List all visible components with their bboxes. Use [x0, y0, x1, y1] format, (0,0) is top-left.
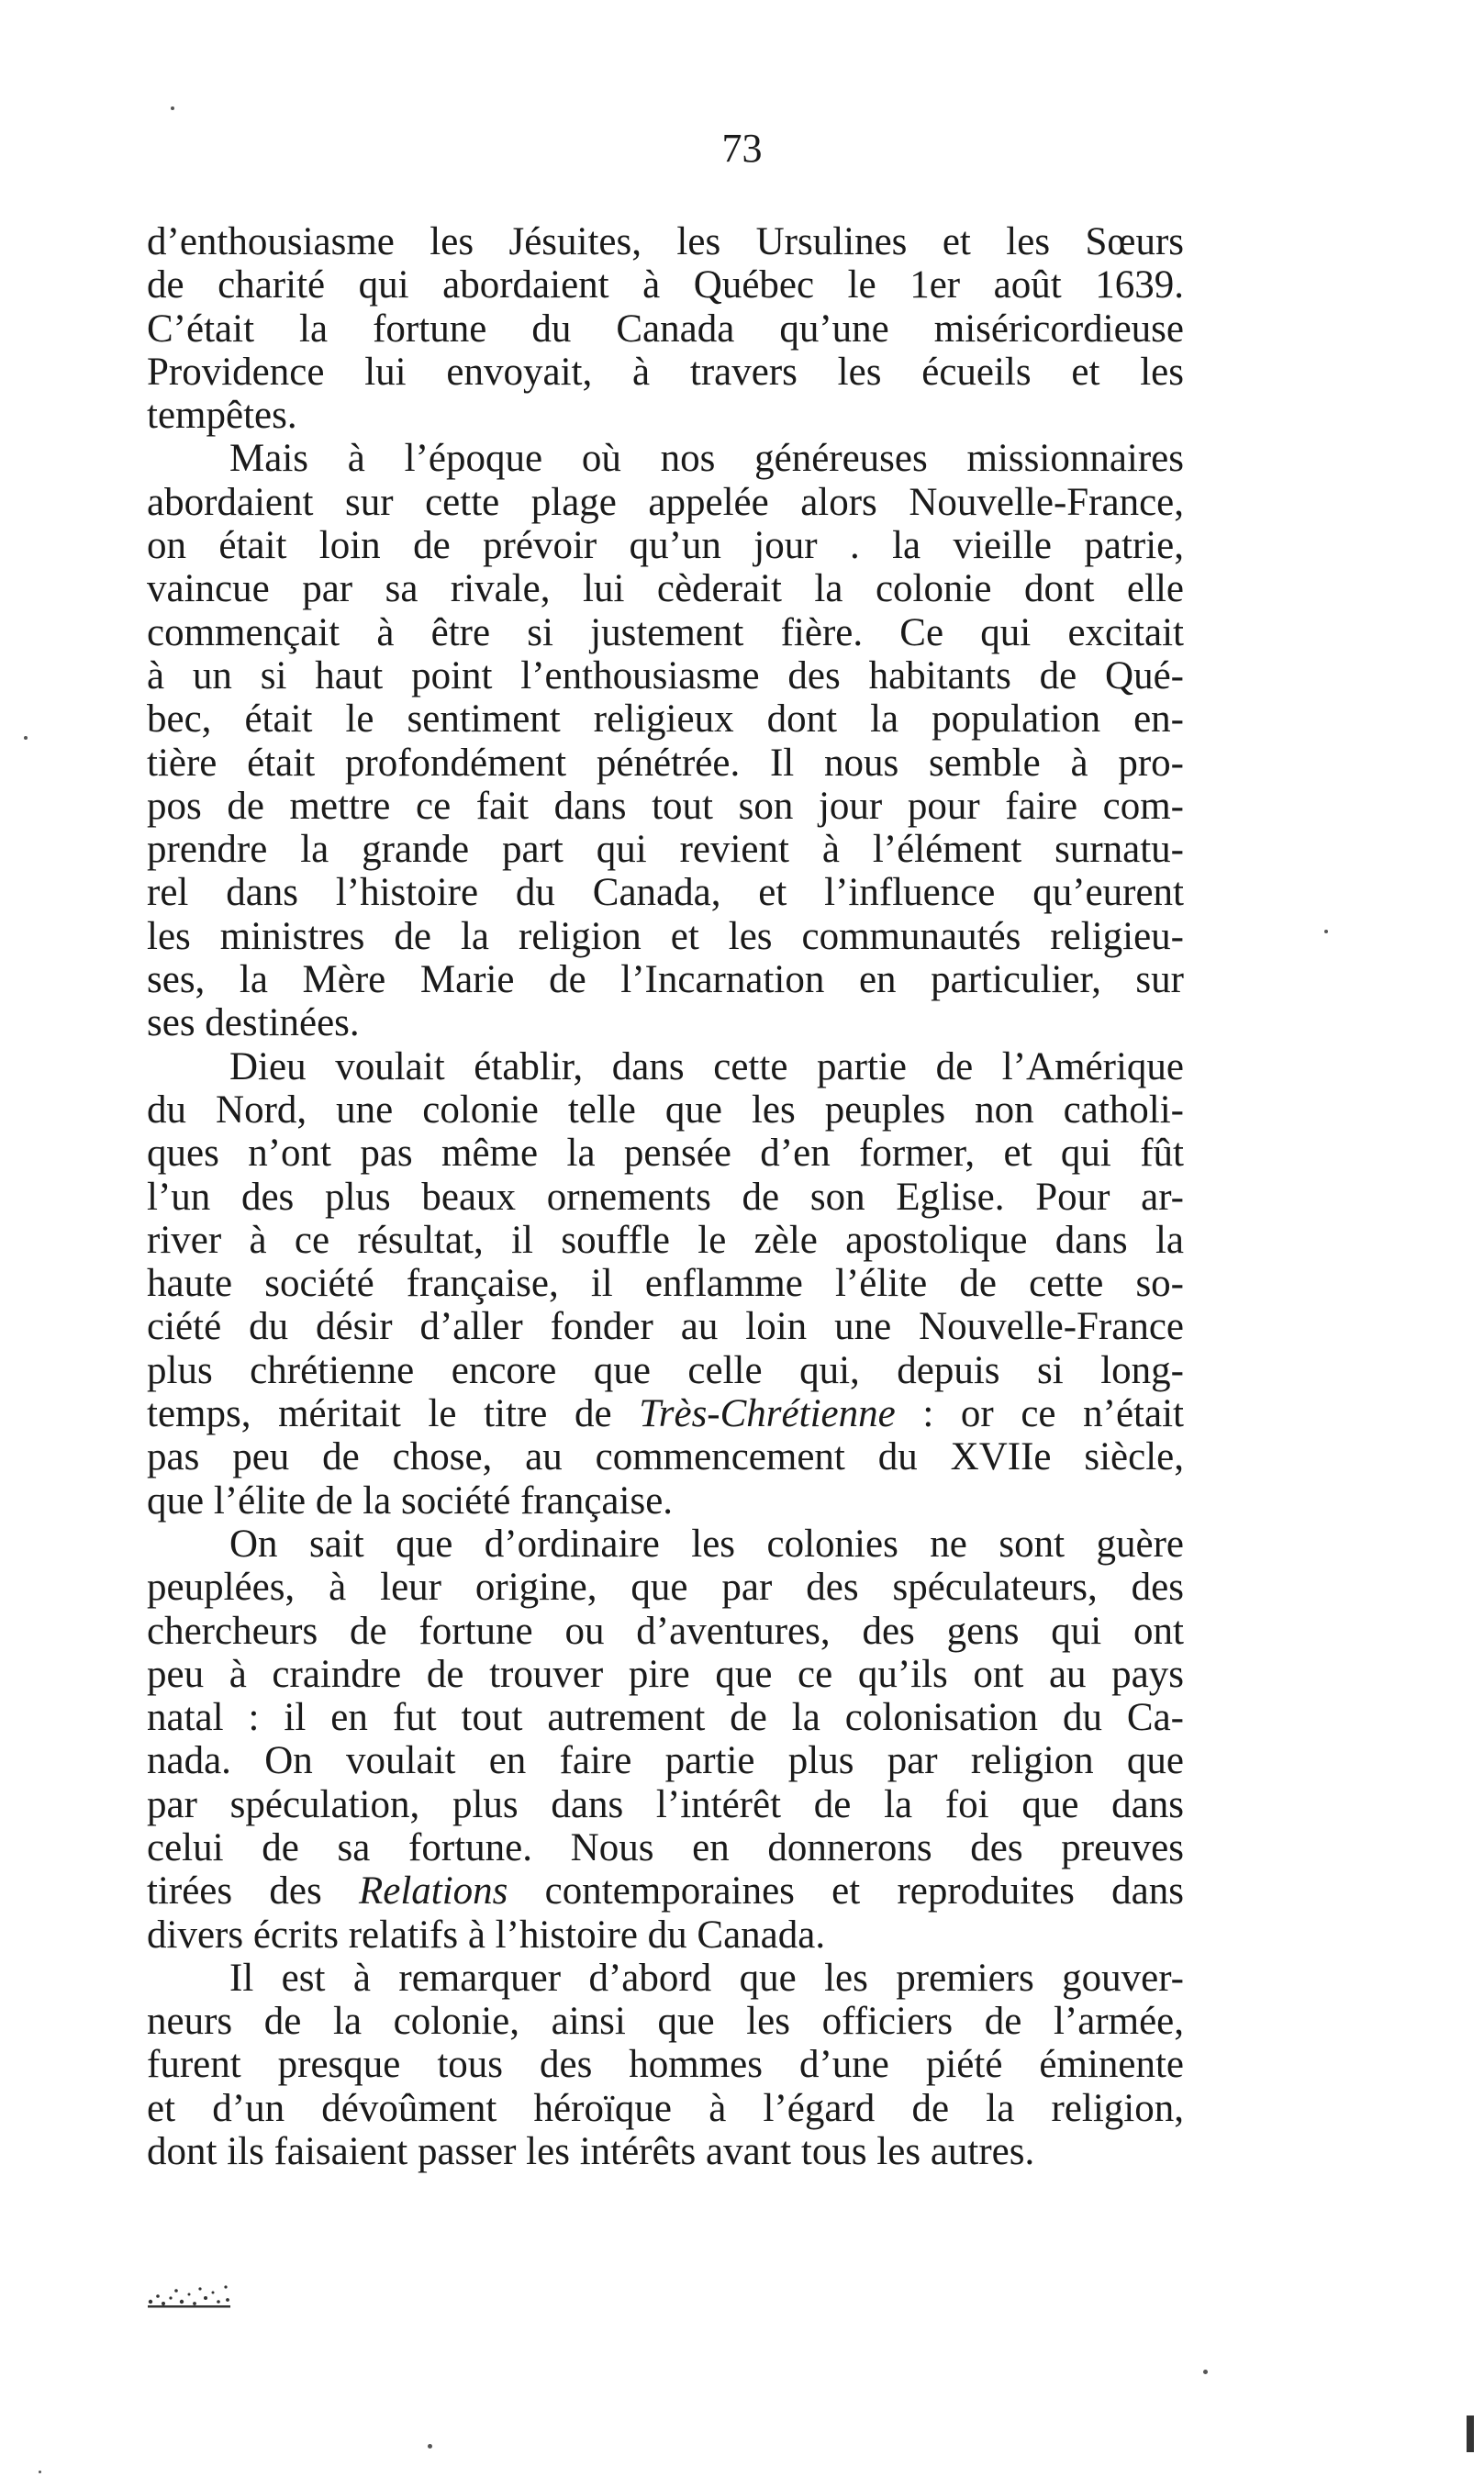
text-line: haute société française, il enflamme l’élite de cette so-	[147, 1262, 1184, 1306]
text-line: ques n’ont pas même la pensée d’en former, et qui fût	[147, 1132, 1184, 1176]
text-line: neurs de la colonie, ainsi que les officiers de l’armée,	[147, 2000, 1184, 2044]
text-line: l’un des plus beaux ornements de son Eglise. Pour ar-	[147, 1175, 1184, 1219]
body-text	[147, 220, 1184, 2173]
text-line: tirées des Relations contemporaines et reproduites dans	[147, 1869, 1184, 1913]
text-line: pas peu de chose, au commencement du XVIIe siècle,	[147, 1435, 1184, 1479]
text-line: Il est à remarquer d’abord que les premiers gouver-	[229, 1956, 1184, 2000]
text-line: chercheurs de fortune ou d’aventures, des gens qui ont	[147, 1609, 1184, 1653]
text-line: de charité qui abordaient à Québec le 1er août 1639.	[147, 263, 1184, 307]
paper-speck	[428, 2444, 432, 2449]
text-line: d’enthousiasme les Jésuites, les Ursulines et les Sœurs	[147, 220, 1184, 263]
text-line: les ministres de la religion et les communautés religieu-	[147, 914, 1184, 958]
paper-speck	[1203, 2370, 1208, 2374]
paper-speck	[171, 106, 174, 110]
text-line: peuplées, à leur origine, que par des spéculateurs, des	[147, 1566, 1184, 1610]
paper-speck	[1324, 930, 1328, 933]
text-line: ciété du désir d’aller fonder au loin une Nouvelle-France	[147, 1305, 1184, 1349]
text-line: par spéculation, plus dans l’intérêt de la foi que dans	[147, 1782, 1184, 1826]
text-line: et d’un dévoûment héroïque à l’égard de la religion,	[147, 2086, 1184, 2130]
text-line: divers écrits relatifs à l’histoire du Canada.	[147, 1913, 826, 1957]
text-line: Dieu voulait établir, dans cette partie de l’Amérique	[229, 1044, 1184, 1088]
text-line: du Nord, une colonie telle que les peuples non catholi-	[147, 1088, 1184, 1132]
text-line: à un si haut point l’enthousiasme des habitants de Qué-	[147, 653, 1184, 697]
text-line: On sait que d’ordinaire les colonies ne sont guère	[229, 1522, 1184, 1566]
text-line: celui de sa fortune. Nous en donnerons des preuves	[147, 1825, 1184, 1869]
text-line: Mais à l’époque où nos généreuses missionnaires	[229, 437, 1184, 481]
text-line: temps, méritait le titre de Très-Chrétienne : or ce n’était	[147, 1392, 1184, 1436]
text-line: C’était la fortune du Canada qu’une miséricordieuse	[147, 307, 1184, 351]
text-line: dont ils faisaient passer les intérêts avant tous les autres.	[147, 2130, 1035, 2174]
text-line: tière était profondément pénétrée. Il nous semble à pro-	[147, 741, 1184, 785]
text-line: furent presque tous des hommes d’une piété éminente	[147, 2043, 1184, 2087]
text-line: abordaient sur cette plage appelée alors Nouvelle-France,	[147, 480, 1184, 524]
page-number: 73	[721, 126, 763, 171]
text-line: prendre la grande part qui revient à l’élément surnatu-	[147, 828, 1184, 872]
text-line: vaincue par sa rivale, lui cèderait la colonie dont elle	[147, 567, 1184, 611]
text-line: ses destinées.	[147, 1001, 360, 1045]
text-line: on était loin de prévoir qu’un jour . la vieille patrie,	[147, 524, 1184, 568]
paper-speck	[24, 736, 28, 740]
text-line: natal : il en fut tout autrement de la colonisation du Ca-	[147, 1696, 1184, 1740]
text-line: bec, était le sentiment religieux dont la population en-	[147, 697, 1184, 742]
text-line: nada. On voulait en faire partie plus par religion que	[147, 1739, 1184, 1783]
paper-speck	[39, 2471, 41, 2473]
tailpiece-ornament	[145, 2278, 233, 2311]
text-line: tempêtes.	[147, 394, 297, 438]
text-line: river à ce résultat, il souffle le zèle apostolique dans la	[147, 1218, 1184, 1262]
text-line: que l’élite de la société française.	[147, 1478, 674, 1523]
text-line: rel dans l’histoire du Canada, et l’influence qu’eurent	[147, 871, 1184, 915]
text-line: peu à craindre de trouver pire que ce qu’ils ont au pays	[147, 1652, 1184, 1696]
text-line: plus chrétienne encore que celle qui, depuis si long-	[147, 1348, 1184, 1392]
text-line: Providence lui envoyait, à travers les écueils et les	[147, 350, 1184, 394]
page-edge-mark	[1467, 2415, 1474, 2452]
text-line: ses, la Mère Marie de l’Incarnation en particulier, sur	[147, 958, 1184, 1002]
text-line: commençait à être si justement fière. Ce qui excitait	[147, 610, 1184, 654]
text-line: pos de mettre ce fait dans tout son jour pour faire com-	[147, 784, 1184, 828]
